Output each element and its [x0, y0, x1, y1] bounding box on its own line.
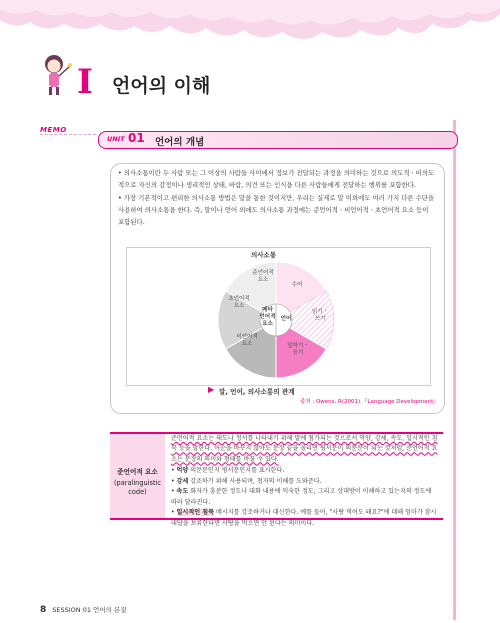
definition-item-value: 메시지를 강조하거나 대신한다. 예를 들어, "사탕 먹어도 돼요?"에 대해 엄마가 잠시 대답을 보류한다면 사탕을 먹으면 안 된다는 의미이다. [171, 509, 437, 527]
unit-header-bar [98, 131, 458, 149]
page-number: 8 [40, 605, 47, 615]
bullet-list [118, 167, 436, 228]
unit-tag: UNIT [107, 135, 125, 143]
session-label: SESSION 01 언어의 본질 [52, 606, 127, 614]
memo-label: MEMO [40, 126, 67, 134]
definition-intro-text: 준언어적 요소는 태도나 정서를 나타내기 위해 말에 첨가되는 것으로서 억양, 강세, 속도, 일시적인 침묵 등을 말한다. 어순을 바꾸지 않아도 문장 끝을 올리면 평서문이 의문문이 되는 것처럼, 준언어적 요소는 문장의 의미와 형태를 바꿀 수 있다. [171, 435, 438, 463]
girl-character-illustration [40, 52, 74, 98]
diagram-title: 의사소통 [251, 251, 277, 259]
unit-number: 01 [128, 131, 145, 145]
header-cloud-decoration [0, 0, 500, 48]
definition-item-key: 속도 [176, 488, 189, 495]
bullet-item: • 가장 기본적이고 편리한 의사소통 방법은 말을 통한 것이지만, 우리는 실제로 말 이외에도 여러 가지 다른 수단을 사용하여 의사소통을 한다. 즉, 말이나 언어 외에도 의사소통 과정에는 준언어적ㆍ비언어적ㆍ초언어적 요소 등이 포함된다. [118, 193, 435, 227]
chapter-title: 언어의 이해 [112, 75, 211, 97]
definition-term-english: (paralinguistic code) [113, 479, 162, 496]
label-paralinguistic: 준언어적 요소 [252, 270, 274, 283]
label-speaking-listening: 말하기ㆍ 듣기 [287, 343, 309, 356]
label-metalinguistic-outer: 초언어적 요소 [228, 296, 250, 309]
definition-item-value: 의문문인지 평서문인지를 표시한다. [190, 467, 285, 474]
definition-item-key: 일시적인 침묵 [176, 509, 214, 516]
caption-arrow-icon: ▶ [208, 385, 215, 394]
diagram-source: 출처 : Owens, R(2001).『Language Development』 [300, 399, 439, 405]
label-nonverbal: 비언어적 요소 [236, 334, 258, 347]
definition-item: • 일시적인 침묵 메시지를 강조하거나 대신한다. 예를 들어, "사탕 먹어도 돼요?"에 대해 엄마가 잠시 대답을 보류한다면 사탕을 먹으면 안 된다는 의미이다. [171, 509, 437, 527]
definition-intro [171, 434, 439, 465]
diagram-caption: 말, 언어, 의사소통의 관계 [219, 388, 295, 396]
definition-item-list [171, 466, 439, 529]
label-inner-metalinguistic: 메타 언어적 요소 [259, 307, 276, 327]
chapter-number: I [77, 62, 93, 102]
bullet-item: • 의사소통이란 두 사람 또는 그 이상의 사람들 사이에서 정보가 전달되는 과정을 의미하는 것으로 의도적ㆍ비의도적으로 자신의 감정이나 생리적인 상태, 바람, 의견 또는 인식을 다른 사람들에게 전달하는 행위를 포함한다. [118, 169, 435, 190]
label-reading-writing: 읽기ㆍ 쓰기 [311, 309, 329, 322]
label-inner-language: 언어 [280, 316, 292, 322]
unit-title: 언어의 개념 [155, 137, 205, 148]
label-sign-language: 수어 [291, 282, 303, 288]
memo-divider [40, 134, 96, 135]
definition-term: 준언어적 요소 [117, 468, 158, 476]
page-footer [40, 605, 127, 615]
definition-item: • 강세 강조하기 위해 사용되며, 청자의 이해를 도와준다. [171, 477, 322, 485]
definition-item: • 억양 의문문인지 평서문인지를 표시한다. [171, 467, 285, 474]
definition-item-key: 억양 [176, 467, 189, 474]
definition-item-value: 강조하기 위해 사용되며, 청자의 이해를 도와준다. [190, 477, 322, 485]
memo-margin-line [453, 120, 456, 620]
definition-item: • 속도 화자가 흥분한 정도나 대화 내용에 익숙한 정도, 그리고 상대방이 이해하고 있는지의 정도에 따라 달라진다. [171, 488, 432, 506]
definition-item-value: 화자가 흥분한 정도나 대화 내용에 익숙한 정도, 그리고 상대방이 이해하고 있는지의 정도에 따라 달라진다. [171, 488, 432, 506]
definition-item-key: 강세 [176, 477, 189, 485]
